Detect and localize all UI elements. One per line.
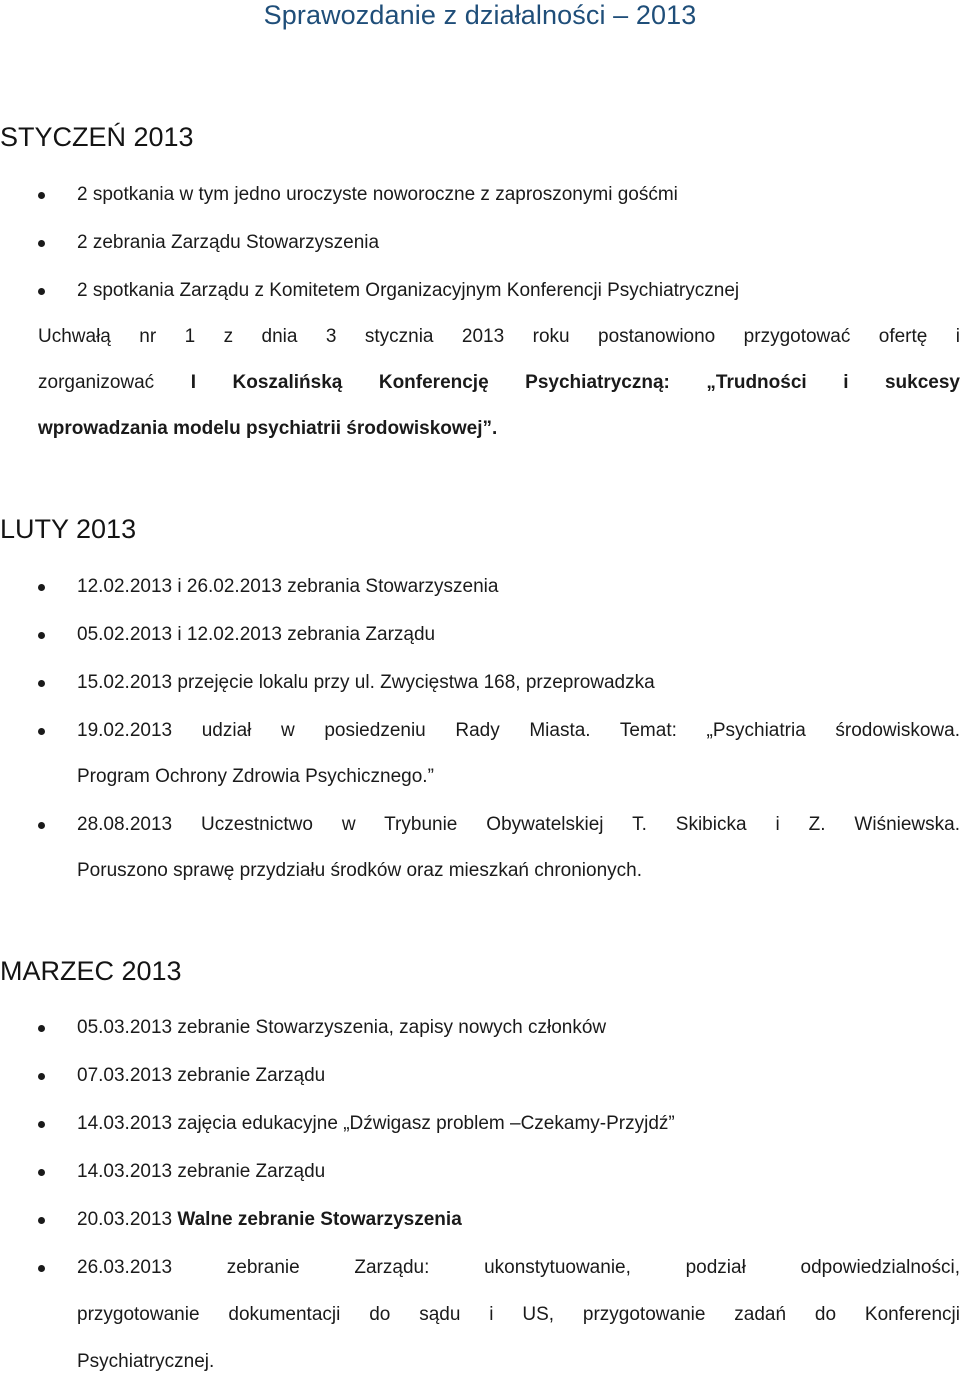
section-title-luty: LUTY 2013 xyxy=(0,514,137,544)
bullet-icon xyxy=(38,584,45,591)
list-item: 19.02.2013 udział w posiedzeniu Rady Miasta. Temat: „Psychiatria środowiskowa. Program Ochrony Zdrowia Psychicznego.” xyxy=(0,719,960,813)
list-item: 2 spotkania Zarządu z Komitetem Organizacyjnym Konferencji Psychiatrycznej xyxy=(0,279,960,327)
bullet-icon xyxy=(38,1169,45,1176)
list-item: 28.08.2013 Uczestnictwo w Trybunie Obywatelskiej T. Skibicka i Z. Wiśniewska. Poruszono sprawę przydziału środków oraz mieszkań chronionych. xyxy=(0,813,960,907)
list-item: 15.02.2013 przejęcie lokalu przy ul. Zwycięstwa 168, przeprowadzka xyxy=(0,671,960,719)
bullet-icon xyxy=(38,288,45,295)
list-item: 2 spotkania w tym jedno uroczyste noworoczne z zaproszonymi gośćmi xyxy=(0,183,960,231)
list-item: 05.03.2013 zebranie Stowarzyszenia, zapisy nowych członków xyxy=(0,1016,960,1064)
styczen-resolution-paragraph xyxy=(38,314,960,452)
bullet-icon xyxy=(38,1217,45,1224)
paragraph-line: Uchwałą nr 1 z dnia 3 stycznia 2013 roku postanowiono przygotować ofertę i xyxy=(38,326,960,347)
bullet-icon xyxy=(38,1121,45,1128)
bullet-icon xyxy=(38,1025,45,1032)
list-item: 05.02.2013 i 12.02.2013 zebrania Zarządu xyxy=(0,623,960,671)
bullet-icon xyxy=(38,680,45,687)
list-item: 20.03.2013 Walne zebranie Stowarzyszenia xyxy=(0,1208,960,1256)
section-title-styczen: STYCZEŃ 2013 xyxy=(0,122,194,152)
section-title-marzec: MARZEC 2013 xyxy=(0,956,182,986)
list-item: 12.02.2013 i 26.02.2013 zebrania Stowarzyszenia xyxy=(0,575,960,623)
list-item: 26.03.2013 zebranie Zarządu: ukonstytuowanie, podział odpowiedzialności, przygotowanie dokumentacji do sądu i US, przygotowanie zadań do Konferencji Psychiatrycznej. xyxy=(0,1256,960,1376)
list-item: 07.03.2013 zebranie Zarządu xyxy=(0,1064,960,1112)
bullet-icon xyxy=(38,1073,45,1080)
bullet-icon xyxy=(38,822,45,829)
list-item: 14.03.2013 zajęcia edukacyjne „Dźwigasz problem –Czekamy-Przyjdź” xyxy=(0,1112,960,1160)
paragraph-line: wprowadzania modelu psychiatrii środowiskowej”. xyxy=(38,418,498,439)
styczen-list xyxy=(0,183,960,327)
list-item: 2 zebrania Zarządu Stowarzyszenia xyxy=(0,231,960,279)
paragraph-line: zorganizować I Koszalińską Konferencję Psychiatryczną: „Trudności i sukcesy xyxy=(38,372,960,393)
bullet-icon xyxy=(38,192,45,199)
bullet-icon xyxy=(38,240,45,247)
marzec-list xyxy=(0,1016,960,1376)
list-item: 14.03.2013 zebranie Zarządu xyxy=(0,1160,960,1208)
bullet-icon xyxy=(38,1265,45,1272)
bullet-icon xyxy=(38,728,45,735)
page-title: Sprawozdanie z działalności – 2013 xyxy=(263,0,697,30)
luty-list xyxy=(0,575,960,907)
bullet-icon xyxy=(38,632,45,639)
